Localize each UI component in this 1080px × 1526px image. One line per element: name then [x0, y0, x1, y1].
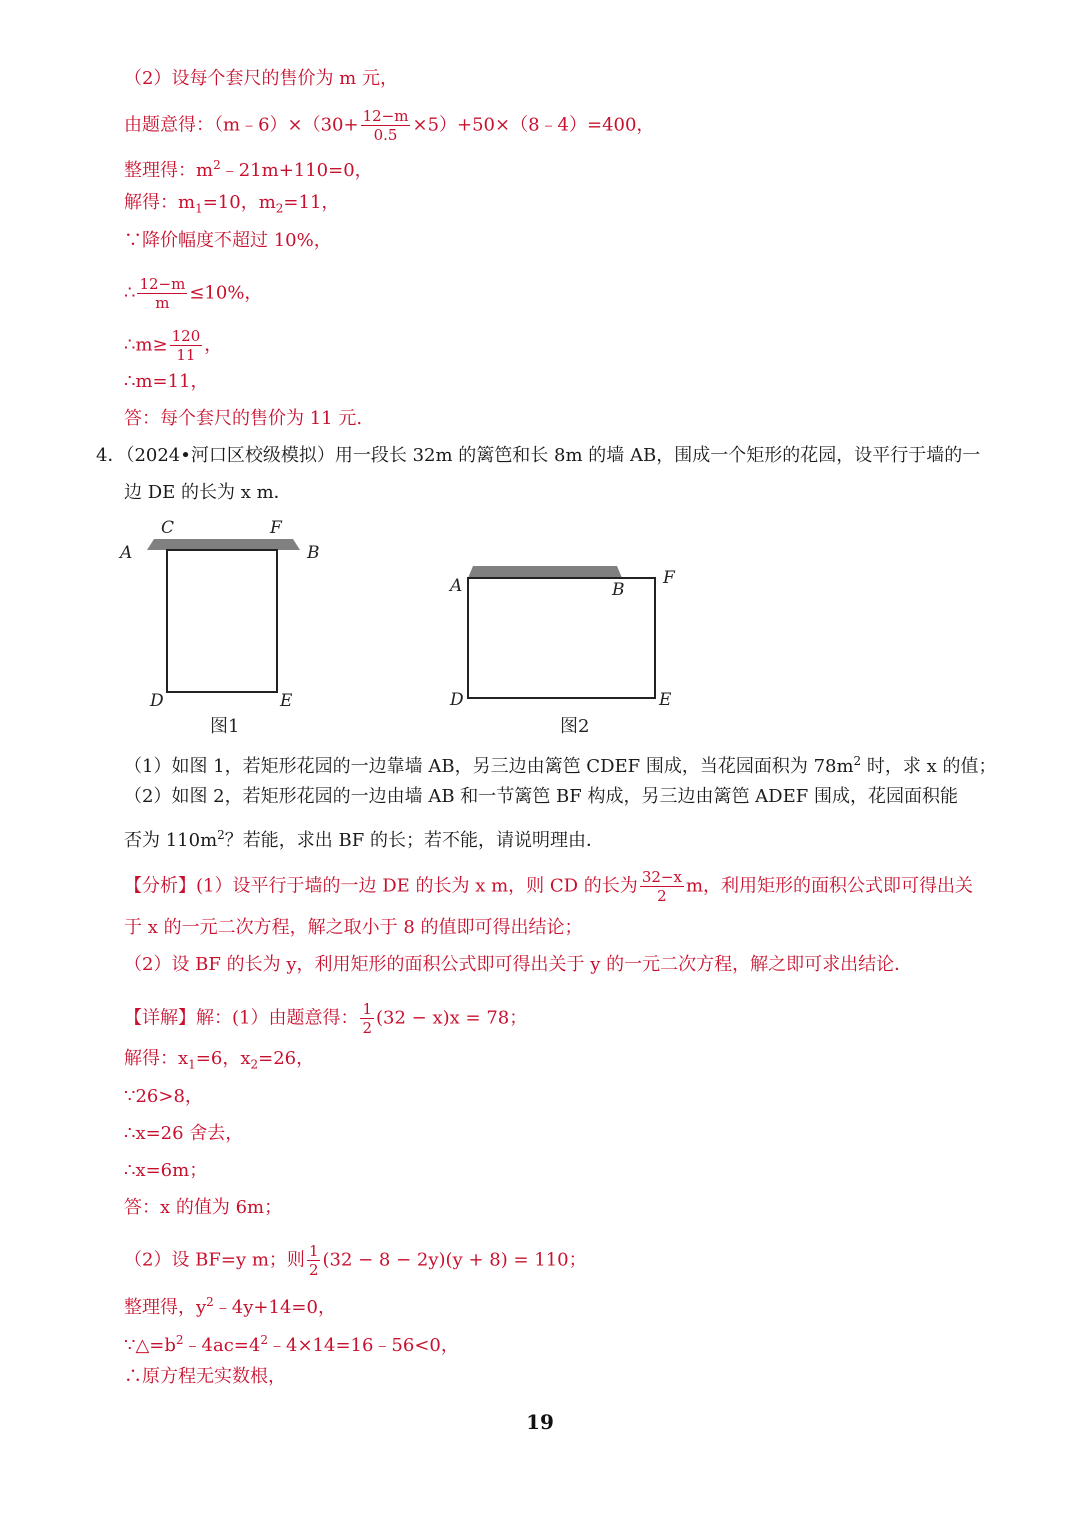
label-b: B [612, 580, 625, 600]
answer-equation-line: 由题意得：（m﹣6）×（30+ $\frac{12-m}{0.5}$ ×5）+50×（8﹣4）=400， [124, 107, 655, 144]
fraction: $\frac{12-m}{m}$ [139, 275, 186, 312]
solution-line: ∴x=26 舍去， [124, 1123, 244, 1144]
answer-line: （2）设每个套尺的售价为 m 元， [124, 68, 398, 89]
solution-line: 答：x 的值为 6m； [124, 1197, 283, 1218]
fence-adef [468, 578, 655, 698]
analysis-line: （2）设 BF 的长为 y，利用矩形的面积公式即可得出关于 y 的一元二次方程，解之即可求出结论． [124, 954, 913, 975]
solution-line: ∴原方程无实数根， [124, 1366, 286, 1387]
label-e: E [280, 691, 293, 711]
fraction: $\frac{1}{2}$ [308, 1242, 319, 1279]
fraction: $\frac{1}{2}$ [362, 1000, 373, 1037]
figure-2-caption: 图2 [560, 716, 590, 737]
solution-line: $\because\triangle=b^2﹣4ac=4^2﹣4\times 14=16﹣56<0$， [124, 1333, 459, 1356]
wall-ab [147, 539, 300, 550]
label-d: D [450, 690, 464, 710]
solution-line: 【详解】解：(1）由题意得： $\frac{1}{2}$ (32 − x)x = 78； [124, 1000, 528, 1037]
answer-line: 答：每个套尺的售价为 11 元. [124, 408, 363, 429]
fraction: $\frac{120}{11}$ [171, 327, 201, 364]
label-a: A [120, 543, 133, 563]
answer-line: 整理得：$m^2﹣21m+110=0$， [124, 158, 373, 181]
fraction: $\frac{32-x}{2}$ [641, 868, 682, 905]
solution-line: （2）设 BF=y m；则 $\frac{1}{2}$ (32 − 8 − 2y)(y + 8) = 110； [124, 1242, 587, 1279]
figure-1-caption: 图1 [210, 716, 240, 737]
label-e: E [659, 690, 672, 710]
label-f: F [270, 518, 282, 538]
problem-statement: 4．（2024•河口区校级模拟）用一段长 32m 的篱笆和长 8m 的墙 AB，围成一个矩形的花园，设平行于墙的一 [96, 445, 981, 466]
problem-statement: 边 DE 的长为 x m． [124, 482, 292, 503]
solution-line: 整理得，$y^2﹣4y+14=0$， [124, 1295, 336, 1318]
label-c: C [161, 518, 175, 538]
figure-2-diagram [440, 555, 700, 715]
fraction: $\frac{12-m}{0.5}$ [362, 107, 409, 144]
label-f: F [663, 568, 675, 588]
question-2: 否为 $110m^2$？若能，求出 BF 的长；若不能，请说明理由． [124, 828, 604, 851]
answer-line: ∴m=11， [124, 371, 209, 392]
answer-line: ∴ $\frac{12-m}{m}$ ≤10%， [124, 275, 263, 312]
fence-cdef [167, 550, 277, 692]
analysis-line: 【分析】(1）设平行于墙的一边 DE 的长为 x m，则 CD 的长为 $\frac{32-x}{2}$ m，利用矩形的面积公式即可得出关 [124, 868, 974, 905]
label-d: D [150, 691, 164, 711]
solution-line: 解得：$x_1=6$，$x_2=26$， [124, 1048, 315, 1072]
label-b: B [307, 543, 320, 563]
solution-line: ∴x=6m； [124, 1160, 208, 1181]
analysis-line: 于 x 的一元二次方程，解之取小于 8 的值即可得出结论； [124, 917, 583, 938]
figure-1-diagram [110, 512, 340, 712]
answer-line: ∴m≥ $\frac{120}{11}$ ， [124, 327, 223, 364]
question-1: （1）如图 1，若矩形花园的一边靠墙 AB，另三边由篱笆 CDEF 围成，当花园面积为 $78m^2$ 时，求 x 的值； [124, 754, 997, 777]
answer-line: 解得：$m_1=10$，$m_2=11$， [124, 192, 340, 216]
question-2: （2）如图 2，若矩形花园的一边由墙 AB 和一节篱笆 BF 构成，另三边由篱笆 ADEF 围成，花园面积能 [124, 786, 958, 807]
wall-ab [468, 566, 622, 578]
label-a: A [450, 576, 463, 596]
solution-line: ∵26>8， [124, 1086, 203, 1107]
page-number: 19 [526, 1410, 554, 1434]
answer-line: ∵降价幅度不超过 10%， [124, 230, 332, 251]
